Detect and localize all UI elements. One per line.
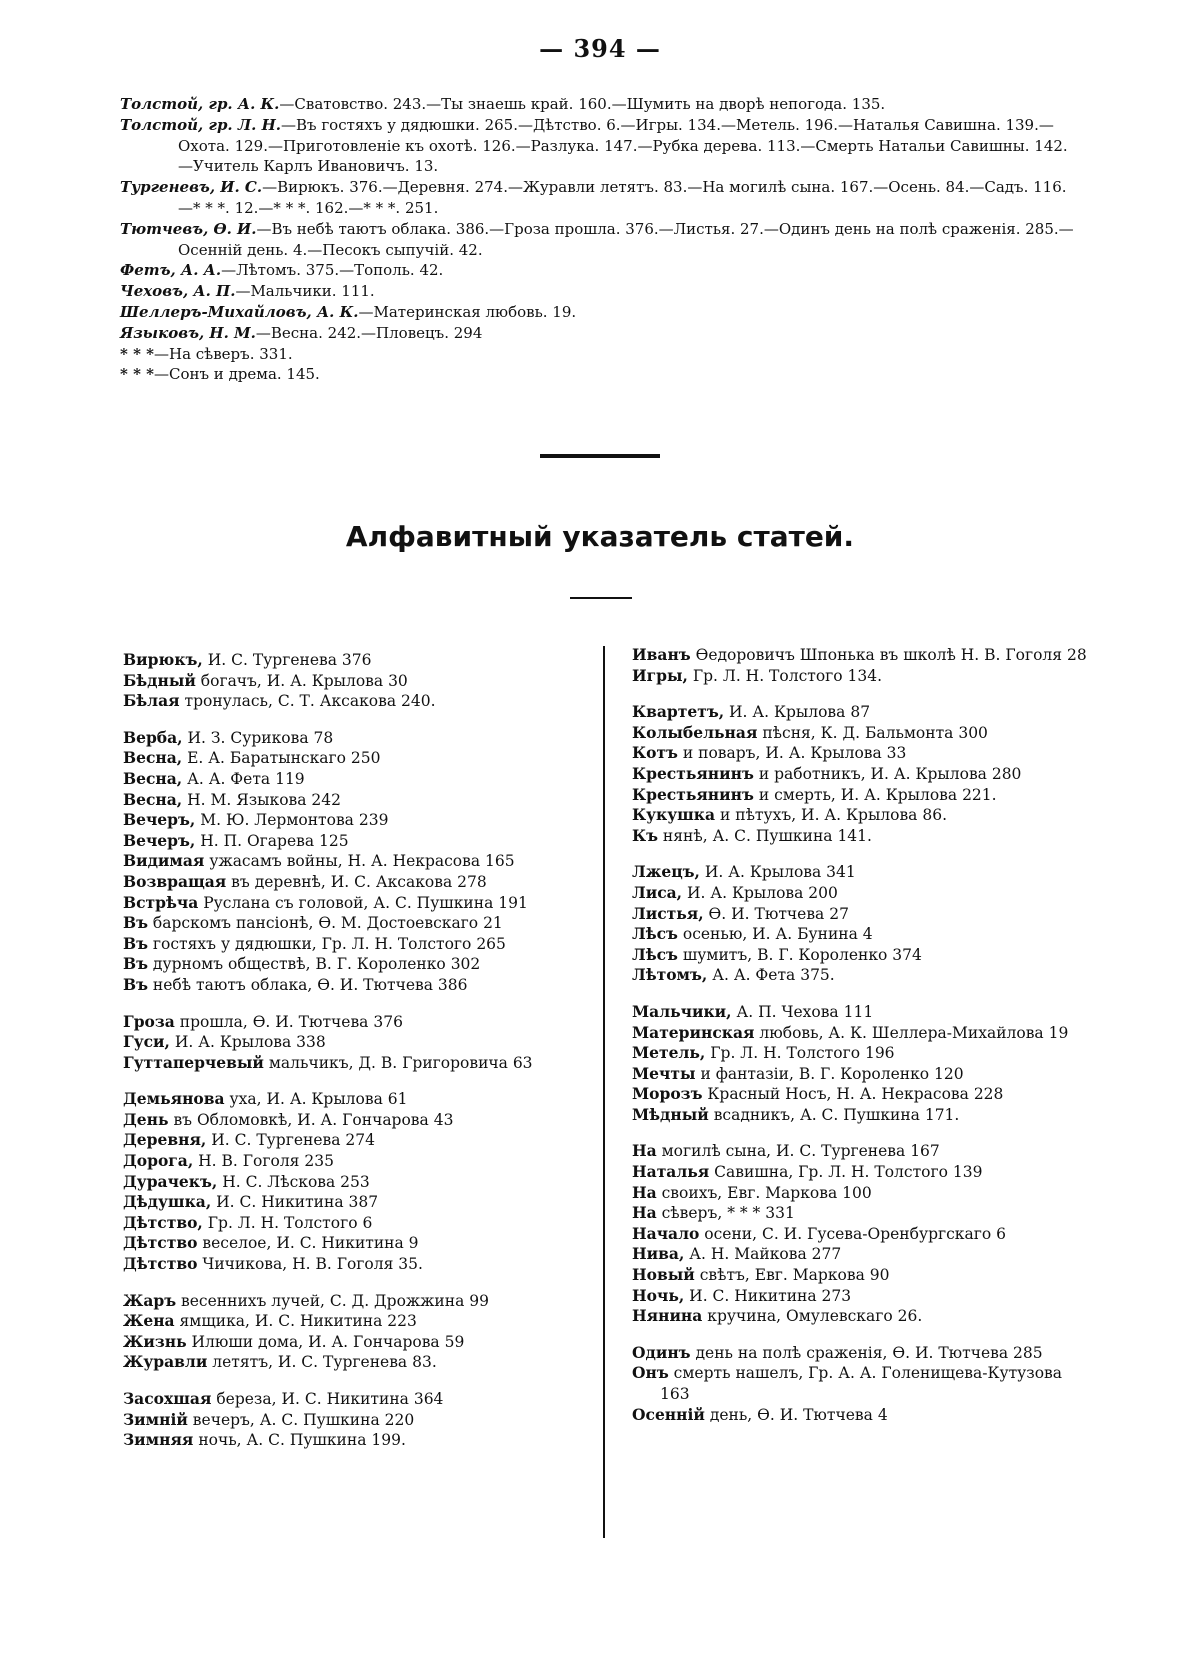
- entry-author-page: И. З. Сурикова 78: [182, 728, 334, 747]
- entry-title: Весна,: [123, 789, 183, 809]
- entry-author-page: ужасамъ войны, Н. А. Некрасова 165: [204, 852, 515, 871]
- entry-title: Лѣсъ: [632, 924, 678, 944]
- entry-author-page: и поваръ, И. А. Крылова 33: [677, 744, 907, 763]
- index-entry: [123, 810, 578, 831]
- author-works: —Сватовство. 243.—Ты знаешь край. 160.—Шумить на дворѣ непогода. 135.: [279, 95, 886, 113]
- column-divider: [603, 646, 605, 1538]
- entry-title: Встрѣча: [123, 892, 199, 912]
- entry-author-page: И. А. Крылова 341: [699, 863, 856, 882]
- author-name: Языковъ, Н. М.: [120, 323, 256, 342]
- index-entry: [123, 748, 578, 769]
- index-letter-group: [123, 728, 578, 996]
- index-entry: [123, 851, 578, 872]
- entry-title: Гуттаперчевый: [123, 1052, 264, 1072]
- index-entry: [632, 1286, 1087, 1307]
- entry-author-page: Гр. Л. Н. Толстого 196: [705, 1044, 895, 1063]
- author-name: * * *: [120, 344, 154, 363]
- entry-title: Дѣтство,: [123, 1212, 203, 1232]
- index-entry: [123, 893, 578, 914]
- page-title: Алфавитный указатель статей.: [345, 520, 855, 553]
- entry-title: День: [123, 1109, 169, 1129]
- entry-author-page: ямщика, И. С. Никитина 223: [174, 1312, 417, 1331]
- entry-author-page: и работникъ, И. А. Крылова 280: [753, 764, 1022, 783]
- entry-author-page: И. А. Крылова 200: [682, 883, 838, 902]
- index-entry: [123, 1430, 578, 1451]
- author-name: Тургеневъ, И. С.: [120, 178, 263, 197]
- index-entry: [123, 1110, 578, 1131]
- entry-author-page: дурномъ обществѣ, В. Г. Короленко 302: [148, 955, 481, 974]
- entry-author-page: Руслана съ головой, А. С. Пушкина 191: [198, 893, 528, 912]
- entry-author-page: И. С. Тургенева 274: [206, 1131, 375, 1150]
- entry-title: Зимній: [123, 1409, 188, 1429]
- author-works: —Сонъ и дрема. 145.: [153, 365, 320, 384]
- index-entry: [632, 723, 1087, 744]
- entry-title: Кукушка: [632, 805, 716, 825]
- entry-author-page: всадникъ, А. С. Пушкина 171.: [708, 1105, 960, 1124]
- index-entry: [123, 1012, 578, 1033]
- entry-author-page: и смерть, И. А. Крылова 221.: [753, 785, 997, 804]
- entry-author-page: и пѣтухъ, И. А. Крылова 86.: [715, 806, 948, 825]
- author-works: —Материнская любовь. 19.: [358, 302, 577, 321]
- index-entry: [632, 1405, 1087, 1426]
- author-index: [120, 94, 1080, 385]
- entry-author-page: И. А. Крылова 87: [724, 703, 871, 722]
- author-entry: [120, 219, 1080, 261]
- entry-author-page: Илюши дома, И. А. Гончарова 59: [186, 1332, 465, 1351]
- entry-author-page: Чичикова, Н. В. Гоголя 35.: [197, 1255, 423, 1274]
- author-entry: [120, 344, 1080, 365]
- entry-title: Вечеръ,: [123, 810, 196, 830]
- entry-author-page: день на полѣ сраженія, Ѳ. И. Тютчева 285: [690, 1343, 1043, 1362]
- author-name: Чеховъ, А. П.: [120, 282, 236, 301]
- index-entry: [123, 691, 578, 712]
- author-works: —Лѣтомъ. 375.—Тополь. 42.: [221, 261, 444, 280]
- index-entry: [632, 1343, 1087, 1364]
- entry-author-page: мальчикъ, Д. В. Григоровича 63: [263, 1053, 533, 1072]
- entry-title: Лжецъ,: [632, 862, 700, 882]
- entry-author-page: любовь, А. К. Шеллера-Михайлова 19: [754, 1023, 1069, 1042]
- entry-title: Колыбельная: [632, 722, 758, 742]
- entry-title: Въ: [123, 954, 148, 974]
- index-letter-group: [632, 1343, 1087, 1425]
- entry-title: Одинъ: [632, 1342, 691, 1362]
- index-letter-group: [632, 862, 1087, 986]
- entry-author-page: богачъ, И. А. Крылова 30: [195, 671, 408, 690]
- author-works: —Весна. 242.—Пловецъ. 294: [255, 323, 483, 342]
- entry-title: Метель,: [632, 1043, 706, 1063]
- index-entry: [632, 1203, 1087, 1224]
- index-entry: [123, 1352, 578, 1373]
- entry-title: Крестьянинъ: [632, 763, 754, 783]
- entry-author-page: смерть нашелъ, Гр. А. А. Голенищева-Кутузова 163: [660, 1364, 1063, 1403]
- index-entry: [123, 1192, 578, 1213]
- entry-title: Весна,: [123, 768, 183, 788]
- index-entry: [632, 1183, 1087, 1204]
- entry-title: Квартетъ,: [632, 702, 725, 722]
- entry-title: Онъ: [632, 1363, 669, 1383]
- entry-title: Журавли: [123, 1352, 208, 1372]
- index-letter-group: [632, 702, 1087, 846]
- entry-title: Морозъ: [632, 1084, 703, 1104]
- entry-author-page: весеннихъ лучей, С. Д. Дрожжина 99: [176, 1291, 489, 1310]
- index-entry: [632, 1363, 1087, 1404]
- entry-title: Лѣсъ: [632, 944, 678, 964]
- index-entry: [123, 913, 578, 934]
- index-column-left: [123, 650, 578, 1467]
- index-entry: [632, 862, 1087, 883]
- entry-title: Мѣдный: [632, 1104, 709, 1124]
- entry-title: Бѣлая: [123, 691, 180, 711]
- entry-title: Дѣтство: [123, 1233, 198, 1253]
- entry-title: Демьянова: [123, 1089, 225, 1109]
- index-entry: [632, 1043, 1087, 1064]
- index-entry: [123, 1172, 578, 1193]
- index-entry: [632, 1002, 1087, 1023]
- index-entry: [123, 1032, 578, 1053]
- entry-author-page: могилѣ сына, И. С. Тургенева 167: [656, 1142, 940, 1161]
- entry-title: Жизнь: [123, 1331, 187, 1351]
- index-entry: [123, 975, 578, 996]
- entry-author-page: день, Ѳ. И. Тютчева 4: [704, 1405, 888, 1424]
- entry-author-page: вечеръ, А. С. Пушкина 220: [187, 1410, 415, 1429]
- author-name: Толстой, гр. Л. Н.: [120, 115, 281, 134]
- author-entry: [120, 115, 1080, 177]
- author-name: Фетъ, А. А.: [120, 261, 222, 280]
- index-entry: [123, 1089, 578, 1110]
- author-works: —Въ небѣ таютъ облака. 386.—Гроза прошла. 376.—Листья. 27.—Одинъ день на полѣ сраженія. 285.—Осенній день. 4.—Песокъ сыпучій. 42.: [178, 219, 1074, 259]
- entry-author-page: И. А. Крылова 338: [169, 1033, 326, 1052]
- entry-title: Наталья: [632, 1162, 710, 1182]
- author-name: Толстой, гр. А. К.: [120, 95, 280, 113]
- entry-author-page: И. С. Тургенева 376: [202, 651, 372, 669]
- entry-title: Котъ: [632, 743, 678, 763]
- author-works: —Въ гостяхъ у дядюшки. 265.—Дѣтство. 6.—Игры. 134.—Метель. 196.—Наталья Савишна. 139.—Охота. 129.—Приготовленіе къ охотѣ. 126.—Разлука. 147.—Рубка дерева. 113.—Смерть Натальи Савишны. 142.—Учитель Карлъ Ивановичъ. 13.: [178, 115, 1068, 176]
- entry-author-page: Красный Носъ, Н. А. Некрасова 228: [702, 1085, 1004, 1104]
- entry-title: На: [632, 1182, 657, 1202]
- author-entry: [120, 177, 1080, 219]
- entry-title: Нива,: [632, 1244, 685, 1264]
- entry-title: Дѣтство: [123, 1254, 198, 1274]
- author-works: —На сѣверъ. 331.: [153, 344, 293, 363]
- index-entry: [123, 790, 578, 811]
- index-entry: [123, 1311, 578, 1332]
- entry-title: Вирюкъ,: [123, 650, 203, 669]
- entry-author-page: барскомъ пансіонѣ, Ѳ. М. Достоевскаго 21: [148, 914, 503, 933]
- index-entry: [632, 1224, 1087, 1245]
- entry-author-page: Гр. Л. Н. Толстого 134.: [687, 666, 883, 685]
- entry-author-page: уха, И. А. Крылова 61: [224, 1090, 408, 1109]
- entry-author-page: нянѣ, А. С. Пушкина 141.: [658, 826, 872, 845]
- index-letter-group: [123, 1012, 578, 1074]
- entry-title: Дурачекъ,: [123, 1171, 218, 1191]
- index-entry: [123, 872, 578, 893]
- index-entry: [123, 769, 578, 790]
- entry-title: Возвращая: [123, 871, 227, 891]
- entry-title: Верба,: [123, 727, 183, 747]
- index-entry: [632, 764, 1087, 785]
- entry-author-page: А. А. Фета 119: [182, 769, 305, 788]
- entry-title: Материнская: [632, 1022, 755, 1042]
- index-entry: [632, 924, 1087, 945]
- author-name: Тютчевъ, Ѳ. И.: [120, 219, 257, 238]
- index-entry: [123, 934, 578, 955]
- entry-title: Листья,: [632, 903, 704, 923]
- title-underline: [570, 597, 632, 599]
- index-column-right: [632, 645, 1087, 1441]
- entry-title: Вечеръ,: [123, 830, 196, 850]
- entry-title: На: [632, 1203, 657, 1223]
- entry-author-page: шумитъ, В. Г. Короленко 374: [677, 945, 922, 964]
- entry-author-page: Н. П. Огарева 125: [195, 831, 349, 850]
- entry-title: Мечты: [632, 1063, 696, 1083]
- entry-author-page: Н. М. Языкова 242: [182, 790, 342, 809]
- index-entry: [123, 728, 578, 749]
- entry-title: На: [632, 1141, 657, 1161]
- index-entry: [632, 1244, 1087, 1265]
- entry-title: Въ: [123, 933, 148, 953]
- author-name: * * *: [120, 365, 154, 384]
- index-entry: [632, 1105, 1087, 1126]
- entry-title: Лѣтомъ,: [632, 965, 708, 985]
- entry-title: Жаръ: [123, 1290, 177, 1310]
- entry-title: Игры,: [632, 665, 688, 685]
- entry-author-page: летятъ, И. С. Тургенева 83.: [207, 1353, 437, 1372]
- entry-author-page: А. А. Фета 375.: [707, 966, 835, 985]
- entry-title: Видимая: [123, 851, 205, 871]
- entry-title: Ночь,: [632, 1285, 685, 1305]
- entry-title: Бѣдный: [123, 670, 196, 690]
- entry-title: Дѣдушка,: [123, 1192, 212, 1212]
- entry-author-page: кручина, Омулевскаго 26.: [702, 1307, 923, 1326]
- entry-title: Весна,: [123, 748, 183, 768]
- index-entry: [123, 671, 578, 692]
- index-entry: [632, 785, 1087, 806]
- author-name: Шеллеръ-Михайловъ, А. К.: [120, 302, 359, 321]
- entry-title: Жена: [123, 1311, 175, 1331]
- entry-author-page: и фантазіи, В. Г. Короленко 120: [695, 1064, 964, 1083]
- index-letter-group: [632, 645, 1087, 686]
- entry-title: Въ: [123, 974, 148, 994]
- index-letter-group: [123, 1089, 578, 1274]
- index-entry: [632, 826, 1087, 847]
- index-entry: [123, 650, 578, 671]
- entry-title: Осенній: [632, 1404, 705, 1424]
- index-entry: [632, 1084, 1087, 1105]
- index-entry: [123, 1151, 578, 1172]
- entry-author-page: Савишна, Гр. Л. Н. Толстого 139: [709, 1163, 983, 1182]
- index-letter-group: [632, 1002, 1087, 1126]
- entry-title: Новый: [632, 1265, 695, 1285]
- entry-author-page: осени, С. И. Гусева-Оренбургскаго 6: [699, 1224, 1006, 1243]
- index-entry: [632, 883, 1087, 904]
- entry-author-page: И. С. Никитина 387: [211, 1193, 379, 1212]
- index-letter-group: [123, 1291, 578, 1373]
- index-entry: [123, 831, 578, 852]
- index-letter-group: [123, 650, 578, 712]
- index-entry: [632, 1064, 1087, 1085]
- index-entry: [123, 1233, 578, 1254]
- index-entry: [632, 1162, 1087, 1183]
- index-entry: [123, 1213, 578, 1234]
- index-entry: [123, 954, 578, 975]
- entry-author-page: Н. С. Лѣскова 253: [217, 1172, 370, 1191]
- entry-author-page: осенью, И. А. Бунина 4: [677, 925, 873, 944]
- entry-title: Засохшая: [123, 1389, 212, 1408]
- entry-author-page: Ѳедоровичъ Шпонька въ школѣ Н. В. Гоголя 28: [690, 646, 1087, 664]
- entry-author-page: Н. В. Гоголя 235: [193, 1152, 334, 1171]
- entry-author-page: Ѳ. И. Тютчева 27: [703, 904, 849, 923]
- index-entry: [632, 743, 1087, 764]
- entry-author-page: своихъ, Евг. Маркова 100: [656, 1183, 872, 1202]
- entry-title: Крестьянинъ: [632, 784, 754, 804]
- entry-title: Гроза: [123, 1011, 175, 1031]
- entry-author-page: ночь, А. С. Пушкина 199.: [193, 1431, 406, 1450]
- index-entry: [632, 1265, 1087, 1286]
- entry-author-page: прошла, Ѳ. И. Тютчева 376: [174, 1012, 403, 1031]
- entry-author-page: въ деревнѣ, И. С. Аксакова 278: [226, 872, 487, 891]
- index-entry: [123, 1332, 578, 1353]
- index-letter-group: [123, 1389, 578, 1451]
- author-entry: [120, 260, 1080, 281]
- entry-title: Дорога,: [123, 1151, 194, 1171]
- section-divider: [540, 454, 660, 458]
- entry-author-page: М. Ю. Лермонтова 239: [195, 811, 389, 830]
- entry-title: Иванъ: [632, 645, 691, 664]
- index-letter-group: [632, 1141, 1087, 1326]
- index-entry: [632, 1141, 1087, 1162]
- author-entry: [120, 302, 1080, 323]
- entry-title: Зимняя: [123, 1430, 194, 1450]
- index-entry: [632, 1023, 1087, 1044]
- entry-author-page: небѣ таютъ облака, Ѳ. И. Тютчева 386: [148, 975, 468, 994]
- author-entry: [120, 281, 1080, 302]
- index-entry: [632, 805, 1087, 826]
- index-entry: [632, 1306, 1087, 1327]
- index-entry: [632, 702, 1087, 723]
- index-entry: [632, 945, 1087, 966]
- entry-author-page: Е. А. Баратынскаго 250: [182, 749, 381, 768]
- index-entry: [123, 1410, 578, 1431]
- entry-author-page: свѣтъ, Евг. Маркова 90: [694, 1266, 890, 1285]
- entry-author-page: И. С. Никитина 273: [684, 1286, 852, 1305]
- entry-title: Начало: [632, 1223, 700, 1243]
- entry-author-page: пѣсня, К. Д. Бальмонта 300: [757, 723, 988, 742]
- author-entry: [120, 94, 1080, 115]
- entry-author-page: А. П. Чехова 111: [731, 1002, 874, 1021]
- entry-author-page: гостяхъ у дядюшки, Гр. Л. Н. Толстого 265: [148, 934, 506, 953]
- index-entry: [123, 1053, 578, 1074]
- entry-author-page: Гр. Л. Н. Толстого 6: [202, 1213, 373, 1232]
- entry-author-page: сѣверъ, * * * 331: [656, 1204, 795, 1223]
- entry-title: Лиса,: [632, 882, 683, 902]
- author-works: —Вирюкъ. 376.—Деревня. 274.—Журавли летятъ. 83.—На могилѣ сына. 167.—Осень. 84.—Садъ. 116.—* * *. 12.—* * *. 162.—* * *. 251.: [178, 178, 1067, 217]
- index-entry: [123, 1389, 578, 1410]
- page-number: — 394 —: [539, 34, 661, 63]
- index-entry: [123, 1254, 578, 1275]
- author-works: —Мальчики. 111.: [235, 282, 375, 301]
- entry-title: Мальчики,: [632, 1001, 732, 1021]
- entry-title: Гуси,: [123, 1032, 170, 1052]
- entry-author-page: А. Н. Майкова 277: [684, 1245, 842, 1264]
- entry-author-page: береза, И. С. Никитина 364: [211, 1390, 444, 1408]
- index-entry: [632, 645, 1087, 666]
- entry-author-page: въ Обломовкѣ, И. А. Гончарова 43: [168, 1110, 454, 1129]
- entry-author-page: тронулась, С. Т. Аксакова 240.: [179, 692, 436, 711]
- entry-title: Въ: [123, 913, 148, 933]
- index-entry: [632, 904, 1087, 925]
- index-entry: [123, 1130, 578, 1151]
- entry-title: Деревня,: [123, 1130, 207, 1150]
- author-entry: [120, 323, 1080, 344]
- entry-title: Нянина: [632, 1306, 703, 1326]
- index-entry: [632, 965, 1087, 986]
- entry-title: Къ: [632, 825, 658, 845]
- index-entry: [123, 1291, 578, 1312]
- entry-author-page: веселое, И. С. Никитина 9: [197, 1234, 419, 1253]
- index-entry: [632, 666, 1087, 687]
- author-entry: [120, 364, 1080, 385]
